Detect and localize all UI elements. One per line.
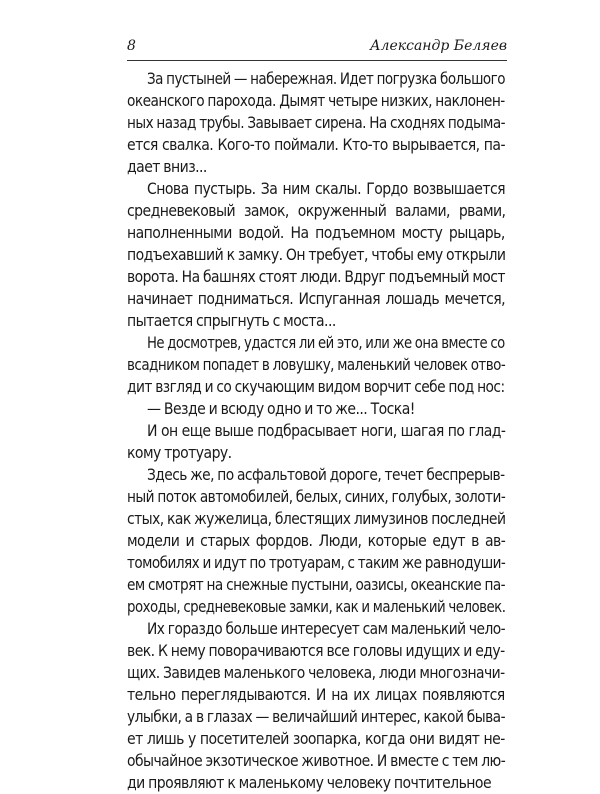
text-line: пытается спрыгнуть с моста... bbox=[127, 312, 336, 330]
text-line: — Везде и всюду одно и то же... Тоска! bbox=[147, 400, 415, 418]
text-line: ем смотрят на снежные пустыни, оазисы, океанские па- bbox=[127, 576, 506, 594]
text-line: роходы, средневековые замки, как и маленький человек. bbox=[127, 598, 506, 616]
text-line: всадником попадет в ловушку, маленький человек отво- bbox=[127, 356, 506, 374]
text-line: ных назад трубы. Завывает сирена. На сходнях подыма- bbox=[127, 114, 506, 132]
text-line: ный поток автомобилей, белых, синих, голубых, золоти- bbox=[127, 488, 506, 506]
text-line: ди проявляют к маленькому человеку почтительное bbox=[127, 774, 492, 792]
text-line: модели и старых фордов. Люди, которые едут в ав- bbox=[127, 532, 506, 550]
text-line: дит взгляд и со скучающим видом ворчит себе под нос: bbox=[127, 378, 505, 396]
text-line: средневековый замок, окруженный валами, рвами, bbox=[127, 202, 506, 220]
running-head-author: Александр Беляев bbox=[369, 38, 507, 54]
text-line: тельно переглядываются. И на их лицах появляются bbox=[127, 686, 505, 704]
text-line: наполненными водой. На подъемном мосту рыцарь, bbox=[127, 224, 505, 242]
text-line: улыбки, а в глазах — величайший интерес, какой быва- bbox=[127, 708, 506, 726]
text-line: кому тротуару. bbox=[127, 444, 232, 462]
text-line: подъехавший к замку. Он требует, чтобы ему открыли bbox=[127, 246, 506, 264]
text-line: И он еще выше подбрасывает ноги, шагая по глад- bbox=[147, 422, 506, 440]
text-line: Здесь же, по асфальтовой дороге, течет беспрерыв- bbox=[147, 466, 505, 484]
text-line: обычайное экзотическое животное. И вместе с тем лю- bbox=[127, 752, 506, 770]
text-line: Не досмотрев, удастся ли ей это, или же она вместе со bbox=[147, 334, 505, 352]
page-number: 8 bbox=[127, 38, 137, 54]
text-line: ворота. На башнях стоят люди. Вдруг подъемный мост bbox=[127, 268, 505, 286]
text-line: Снова пустырь. За ним скалы. Гордо возвышается bbox=[147, 180, 506, 198]
page-header bbox=[127, 38, 507, 58]
header-rule bbox=[127, 60, 507, 61]
text-line: щих. Завидев маленького человека, люди многозначи- bbox=[127, 664, 505, 682]
text-line: океанского парохода. Дымят четыре низких, наклонен- bbox=[127, 92, 505, 110]
text-line: век. К нему поворачиваются все головы идущих и еду- bbox=[127, 642, 505, 660]
text-line: За пустыней — набережная. Идет погрузка большого bbox=[147, 70, 505, 88]
text-line: Их гораздо больше интересует сам маленький чело- bbox=[147, 620, 506, 638]
text-line: ет лишь у посетителей зоопарка, когда они видят не- bbox=[127, 730, 505, 748]
text-line: стых, как жужелица, блестящих лимузинов последней bbox=[127, 510, 506, 528]
text-line: дает вниз... bbox=[127, 158, 207, 176]
text-line: начинает подниматься. Испуганная лошадь мечется, bbox=[127, 290, 506, 308]
text-line: томобилях и идут по тротуарам, с таким же равнодуши- bbox=[127, 554, 506, 572]
text-line: ется свалка. Кого-то поймали. Кто-то вырывается, па- bbox=[127, 136, 505, 154]
